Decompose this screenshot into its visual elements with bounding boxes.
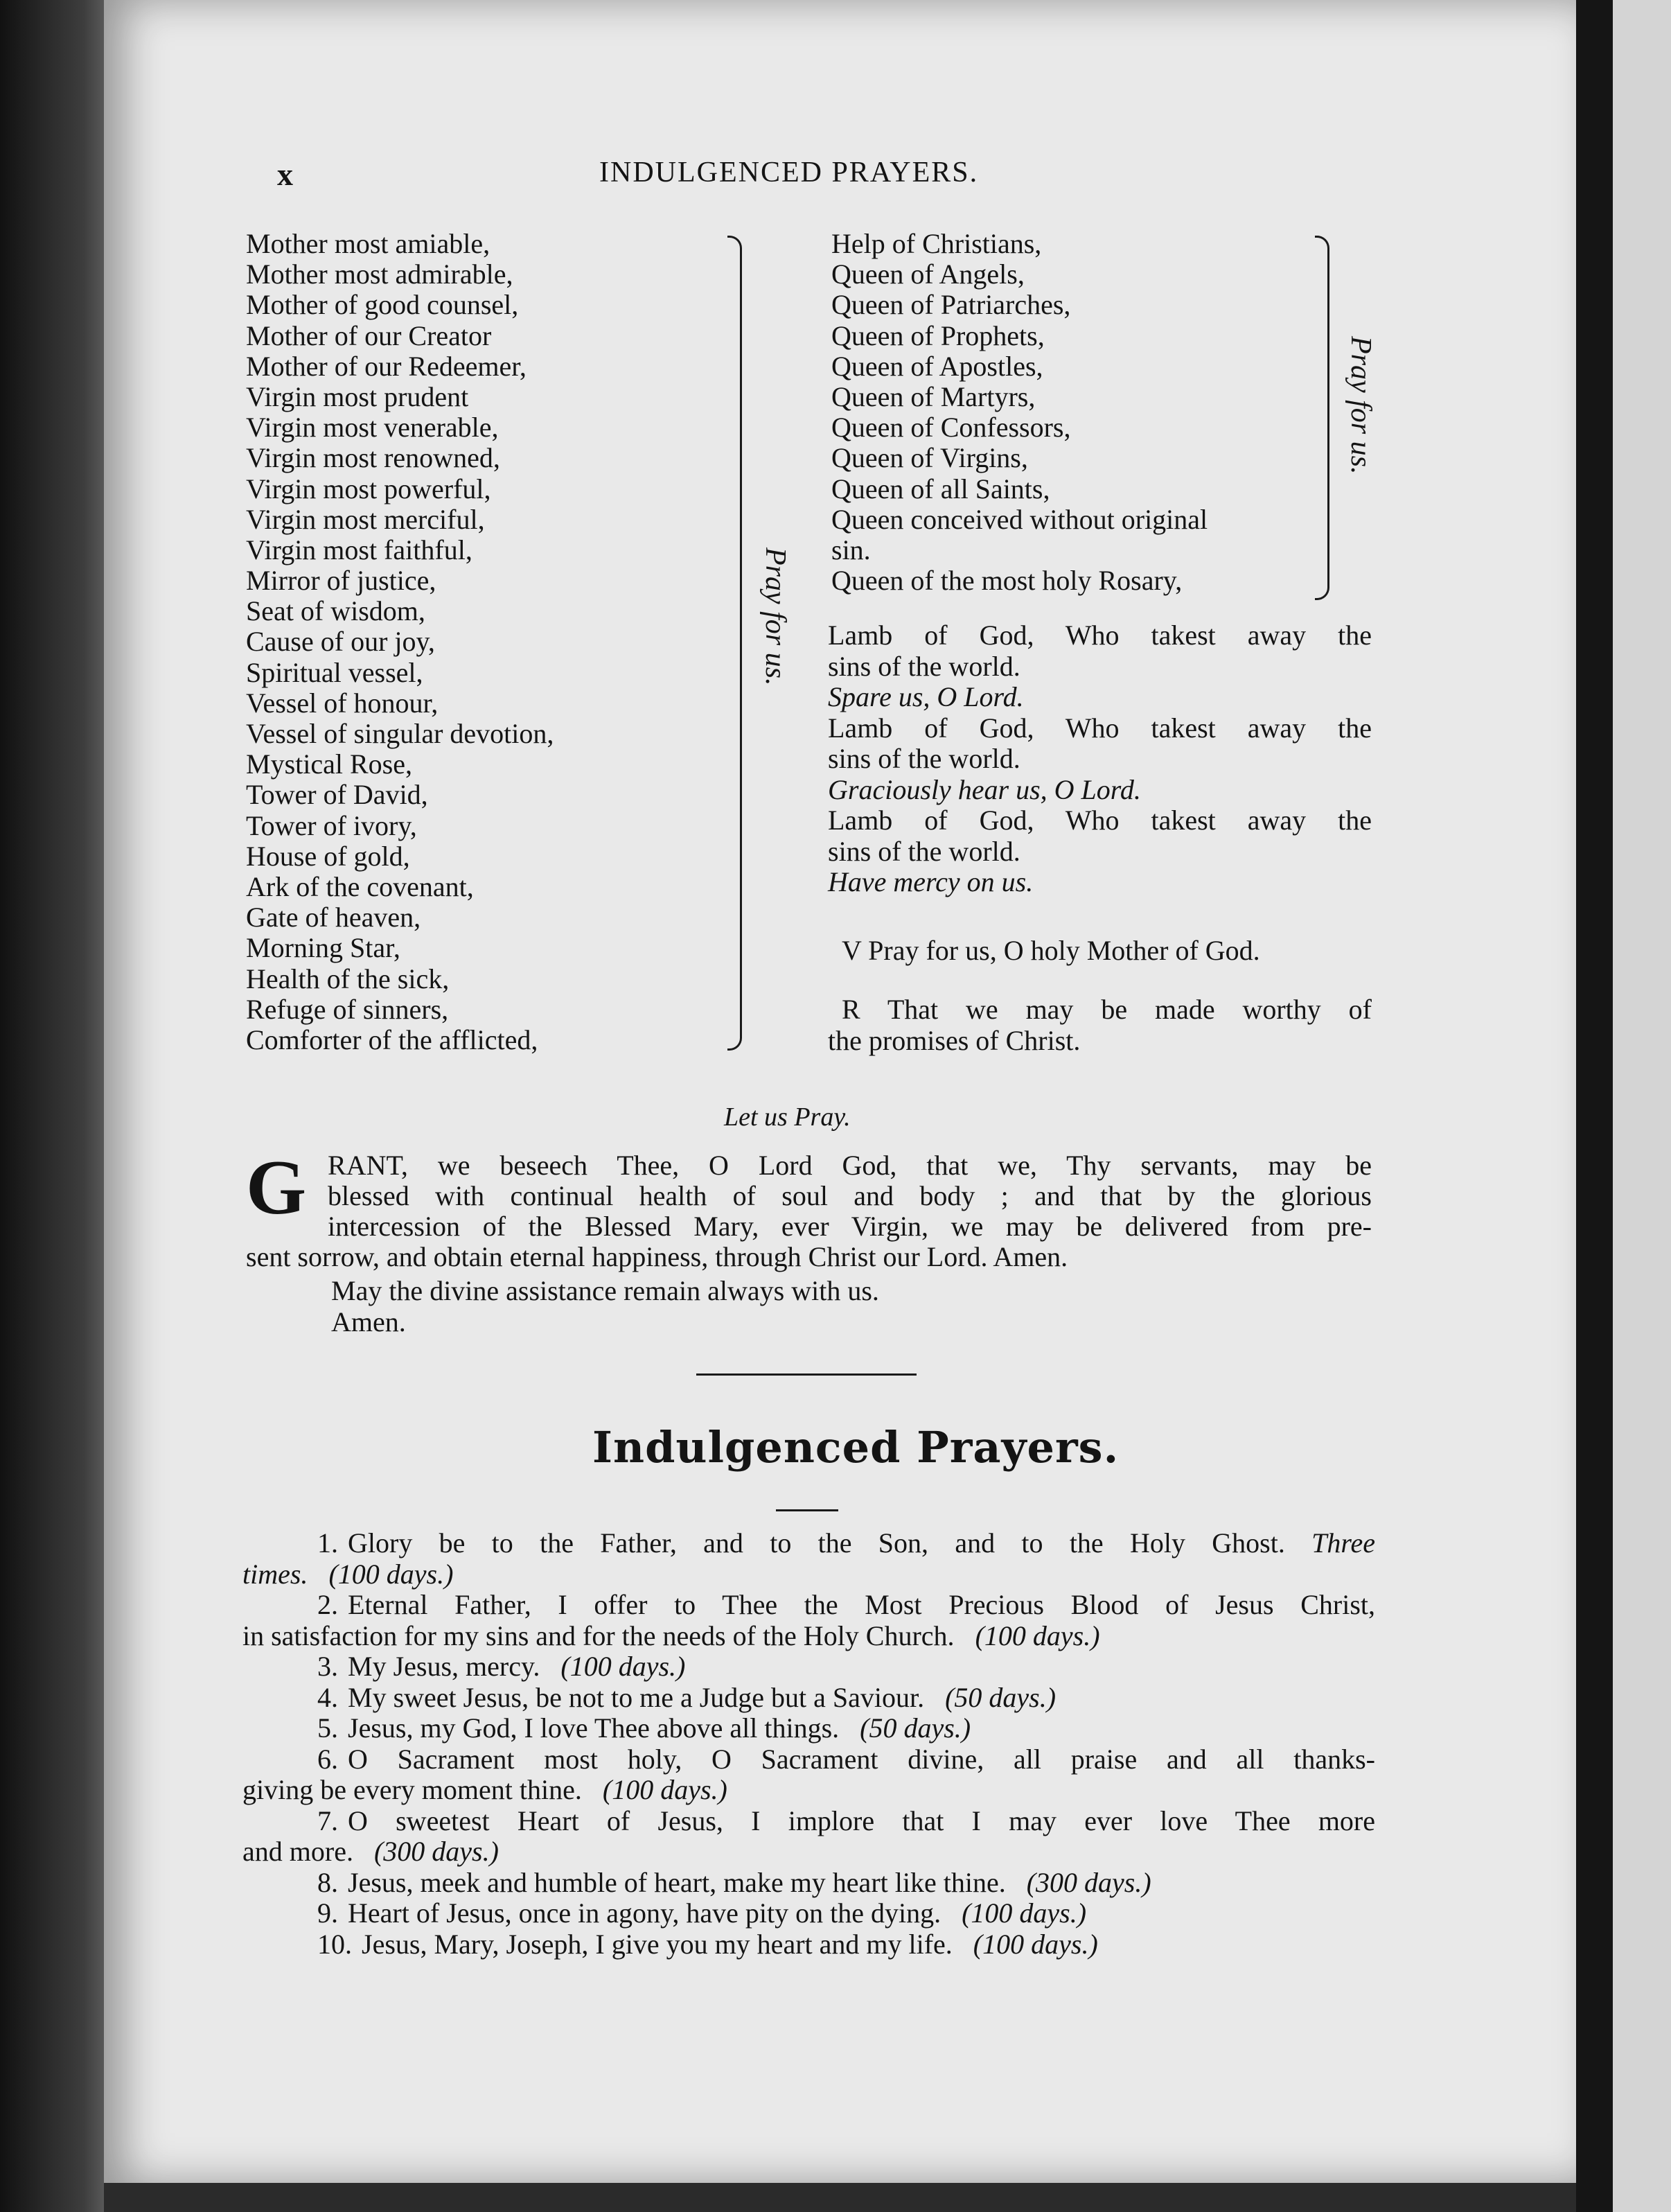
list-item-continuation [242,1775,1375,1806]
litany-invocation: sin. [831,534,871,565]
item-text: Jesus, my God, I love Thee above all things. [348,1712,840,1744]
litany-invocation: Mother of good counsel, [246,289,519,321]
prayer-line: RANT, we beseech Thee, O Lord God, that we, Thy servants, may be [328,1150,1372,1181]
list-item [242,1868,1375,1899]
item-number: 8. [317,1866,338,1898]
litany-invocation: Mystical Rose, [246,748,412,780]
agnus-response: Spare us, O Lord. [828,681,1024,712]
litany-invocation: Queen of the most holy Rosary, [831,565,1183,597]
response-line: R That we may be made worthy of [842,994,1372,1025]
list-item [242,1898,1375,1929]
closing-line: Amen. [331,1306,406,1337]
item-text: in satisfaction for my sins and for the needs of the Holy Church. [242,1620,955,1651]
item-number: 5. [317,1712,338,1744]
list-item [242,1683,1375,1714]
item-text: O sweetest Heart of Jesus, I implore that I may ever love Thee more [348,1805,1375,1836]
left-brace [727,236,742,1051]
litany-invocation: Seat of wisdom, [246,595,425,627]
item-note: Three [1311,1527,1376,1559]
item-note: (100 days.) [975,1620,1100,1651]
drop-cap: G [246,1145,307,1231]
list-item [242,1713,1375,1744]
agnus-line: sins of the world. [828,650,1020,682]
litany-invocation: Queen of Confessors, [831,412,1071,444]
agnus-response: Have mercy on us. [828,866,1034,897]
litany-invocation: Queen of Angels, [831,258,1025,290]
item-number: 6. [317,1743,338,1775]
agnus-line: Lamb of God, Who takest away the [828,805,1372,836]
item-note: (300 days.) [373,1836,499,1867]
item-text: O Sacrament most holy, O Sacrament divine, all praise and all thanks- [348,1743,1375,1775]
litany-invocation: Tower of ivory, [246,809,417,841]
litany-invocation: Queen of Apostles, [831,350,1043,382]
item-number: 1. [317,1527,338,1559]
book-gutter-shadow [0,0,104,2212]
response [828,994,1372,1056]
list-item [242,1590,1375,1621]
item-note: (100 days.) [973,1928,1098,1960]
versicle: V Pray for us, O holy Mother of God. [842,935,1260,966]
litany-invocation: Gate of heaven, [246,902,421,933]
section-heading: Indulgenced Prayers. [592,1422,1120,1473]
list-item-continuation [242,1621,1375,1652]
item-note: (300 days.) [1026,1866,1151,1898]
item-text: giving be every moment thine. [242,1774,582,1805]
prayer-line: sent sorrow, and obtain eternal happiness, through Christ our Lord. Amen. [246,1241,1068,1272]
litany-invocation: Ark of the covenant, [246,870,474,902]
litany-invocation: Virgin most renowned, [246,442,500,474]
page-number: x [277,157,293,192]
closing-line: May the divine assistance remain always with us. [331,1275,879,1306]
indulgence-list [242,1528,1375,1960]
list-item [242,1806,1375,1837]
litany-invocation: Virgin most venerable, [246,412,499,444]
item-text: My sweet Jesus, be not to me a Judge but a Saviour. [348,1681,925,1713]
item-text: Glory be to the Father, and to the Son, and to the Holy Ghost. [348,1527,1285,1559]
litany-invocation: Cause of our joy, [246,626,435,658]
litany-left-column [246,229,731,1055]
item-note: (50 days.) [860,1712,971,1744]
item-text: Jesus, meek and humble of heart, make my heart like thine. [348,1866,1006,1898]
agnus-line: Lamb of God, Who takest away the [828,712,1372,744]
pray-for-us-label: Pray for us. [1345,336,1377,475]
litany-invocation: Queen conceived without original [831,503,1208,535]
response-line: the promises of Christ. [828,1024,1081,1056]
litany-invocation: House of gold, [246,840,410,872]
pray-for-us-label: Pray for us. [759,547,791,686]
prayer-line: intercession of the Blessed Mary, ever Virgin, we may be delivered from pre- [328,1211,1372,1242]
litany-invocation: Vessel of honour, [246,687,439,719]
litany-right-column [831,229,1316,596]
list-item-continuation [242,1559,1375,1590]
item-text: My Jesus, mercy. [348,1651,540,1682]
item-number: 10. [317,1928,352,1960]
agnus-line: sins of the world. [828,743,1020,774]
page-bottom-edge [104,2183,1576,2212]
item-text: Heart of Jesus, once in agony, have pity on the dying. [348,1897,941,1929]
litany-invocation: Virgin most faithful, [246,534,472,565]
litany-invocation: Queen of Martyrs, [831,380,1036,412]
list-item [242,1651,1375,1683]
litany-invocation: Mother most admirable, [246,258,513,290]
litany-invocation: Queen of Prophets, [831,319,1045,351]
agnus-line: Lamb of God, Who takest away the [828,620,1372,651]
list-item [242,1929,1375,1960]
litany-invocation: Morning Star, [246,932,400,964]
item-number: 3. [317,1651,338,1682]
litany-invocation: Queen of all Saints, [831,473,1050,504]
litany-invocation: Virgin most prudent [246,380,469,412]
litany-invocation: Help of Christians, [831,228,1042,259]
item-number: 2. [317,1589,338,1620]
prayer-line: blessed with continual health of soul and body ; and that by the glorious [328,1180,1372,1211]
litany-invocation: Comforter of the afflicted, [246,1024,538,1055]
litany-invocation: Tower of David, [246,779,428,811]
item-text: times. [242,1558,308,1590]
litany-invocation: Mother most amiable, [246,228,490,259]
list-item-continuation [242,1836,1375,1868]
item-note: (100 days.) [962,1897,1087,1929]
running-head: INDULGENCED PRAYERS. [599,157,979,188]
item-number: 4. [317,1681,338,1713]
litany-invocation: Virgin most merciful, [246,503,485,535]
agnus-response: Graciously hear us, O Lord. [828,773,1141,805]
list-item [242,1528,1375,1559]
section-divider [696,1373,917,1376]
item-text: Eternal Father, I offer to Thee the Most Precious Blood of Jesus Christ, [348,1589,1375,1620]
agnus-line: sins of the world. [828,835,1020,867]
litany-invocation: Mirror of justice, [246,565,436,597]
item-text: Jesus, Mary, Joseph, I give you my heart and my life. [362,1928,953,1960]
item-number: 7. [317,1805,338,1836]
litany-invocation: Mother of our Creator [246,319,492,351]
item-text: and more. [242,1836,353,1867]
right-brace [1315,236,1329,600]
litany-invocation: Refuge of sinners, [246,993,449,1025]
closing-blessing [331,1275,879,1337]
litany-invocation: Virgin most powerful, [246,473,491,504]
item-note: (100 days.) [602,1774,727,1805]
list-item [242,1744,1375,1775]
litany-invocation: Health of the sick, [246,963,450,994]
item-number: 9. [317,1897,338,1929]
litany-invocation: Vessel of singular devotion, [246,718,554,749]
item-note: (100 days.) [560,1651,686,1682]
agnus-dei [828,620,1372,898]
item-note: (50 days.) [945,1681,1056,1713]
litany-invocation: Mother of our Redeemer, [246,350,527,382]
litany-invocation: Queen of Patriarches, [831,289,1071,321]
litany-invocation: Queen of Virgins, [831,442,1028,474]
let-us-pray-heading: Let us Pray. [724,1103,851,1132]
collect-prayer [246,1145,1372,1272]
litany-invocation: Spiritual vessel, [246,656,423,688]
facing-page-edge [1613,0,1671,2212]
heading-underline [776,1509,838,1511]
item-note: (100 days.) [328,1558,454,1590]
